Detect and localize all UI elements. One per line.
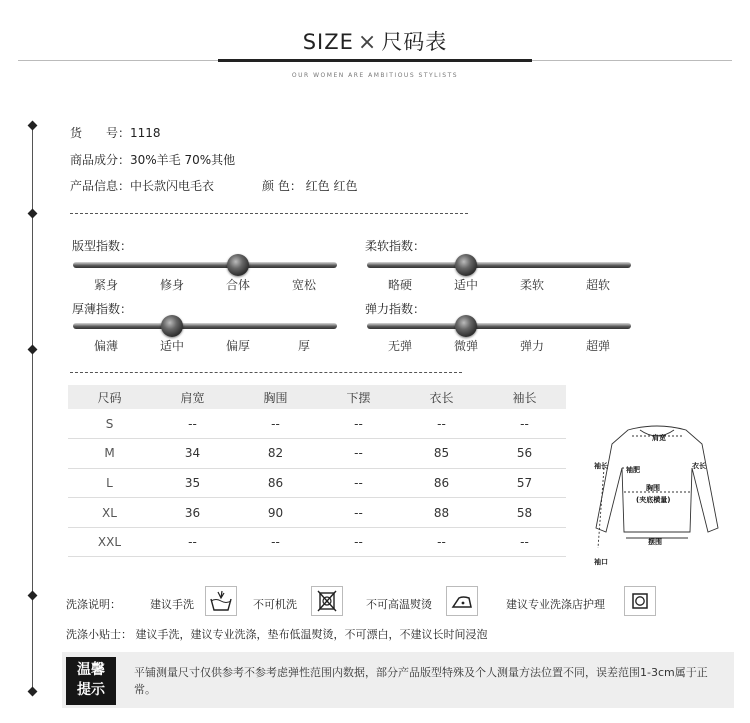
index-tick-label: 偏薄 [93, 339, 118, 353]
diagram-label-shoulder: 肩宽 [652, 434, 666, 442]
table-cell: XXL [68, 527, 151, 557]
dashed-divider [70, 372, 462, 373]
table-header: 肩宽 [151, 385, 234, 409]
index-tick-label: 宽松 [291, 278, 316, 292]
index-tick-label: 厚 [297, 339, 310, 353]
index-tick-label: 紧身 [93, 278, 118, 292]
title-x: × [357, 30, 378, 55]
diagram-label-length: 衣长 [692, 462, 706, 470]
diagram-label-cuff: 袖口 [594, 558, 608, 566]
table-cell: 86 [234, 468, 317, 498]
rail-diamond [28, 121, 38, 131]
table-cell: -- [317, 439, 400, 469]
table-header: 胸围 [234, 385, 317, 409]
index-label: 版型指数： [72, 239, 133, 253]
item-number: 货 号：1118 [70, 126, 161, 140]
diagram-label-sleeve: 袖长 [594, 462, 608, 470]
index-track [367, 323, 631, 329]
table-row [68, 439, 566, 469]
header-divider-accent [218, 59, 532, 62]
table-cell: -- [151, 409, 234, 439]
table-header: 尺码 [68, 385, 151, 409]
table-cell: 88 [400, 498, 483, 528]
table-cell: -- [483, 527, 566, 557]
index-tick-label: 超弹 [585, 339, 610, 353]
diagram-label-chest: 胸围 [646, 484, 660, 492]
index-track [73, 323, 337, 329]
index-label: 柔软指数： [365, 239, 426, 253]
care-text-hand-wash: 建议手洗 [150, 598, 194, 611]
title-cn: 尺码表 [381, 30, 448, 54]
hand-wash-icon [205, 586, 237, 616]
table-cell: 86 [400, 468, 483, 498]
warm-tip-badge-line2: 提示 [77, 682, 105, 698]
dry-clean-icon [624, 586, 656, 616]
table-cell: 34 [151, 439, 234, 469]
table-cell: -- [317, 527, 400, 557]
dashed-divider [70, 213, 468, 214]
table-cell: 36 [151, 498, 234, 528]
diagram-label-armhole: 袖肥 [626, 466, 640, 474]
table-cell: 82 [234, 439, 317, 469]
index-knob [161, 315, 183, 337]
table-cell: L [68, 468, 151, 498]
warm-tip-badge [66, 657, 116, 705]
index-tick-label: 合体 [225, 278, 250, 292]
table-cell: -- [151, 527, 234, 557]
index-tick-label: 弹力 [519, 339, 544, 353]
composition: 商品成分：30%羊毛 70%其他 [70, 153, 236, 167]
care-tips: 洗涤小贴士： 建议手洗，建议专业洗涤，垫布低温熨烫，不可漂白，不建议长时间浸泡 [66, 628, 488, 641]
size-table [68, 385, 566, 557]
slogan: OUR WOMEN ARE AMBITIOUS STYLISTS [291, 72, 459, 79]
rail-diamond [28, 591, 38, 601]
table-row [68, 409, 566, 439]
measure-line [598, 468, 604, 548]
table-cell: -- [400, 409, 483, 439]
table-cell: 85 [400, 439, 483, 469]
warm-tip-text: 平铺测量尺寸仅供参考不参考虑弹性范围内数据，部分产品版型特殊及个人测量方法位置不同，误差范围1-3cm属于正常。 [134, 666, 708, 696]
table-cell: 35 [151, 468, 234, 498]
table-header: 下摆 [317, 385, 400, 409]
table-cell: S [68, 409, 151, 439]
table-row [68, 468, 566, 498]
index-track [73, 262, 337, 268]
table-cell: 58 [483, 498, 566, 528]
rail-diamond [28, 209, 38, 219]
table-cell: 90 [234, 498, 317, 528]
index-label: 弹力指数： [365, 302, 426, 316]
table-cell: XL [68, 498, 151, 528]
table-cell: -- [400, 527, 483, 557]
index-tick-label: 修身 [159, 278, 184, 292]
index-tick-label: 微弹 [453, 339, 478, 353]
index-tick-label: 无弹 [387, 339, 412, 353]
product-info: 产品信息：中长款闪电毛衣 [70, 179, 215, 193]
index-tick-label: 略硬 [387, 278, 412, 292]
table-cell: M [68, 439, 151, 469]
index-knob [227, 254, 249, 276]
page-title [0, 26, 750, 56]
table-cell: 57 [483, 468, 566, 498]
product-color: 颜 色： 红色 红色 [262, 179, 358, 193]
diagram-label-chest-note: (夹底横量) [636, 496, 671, 504]
diagram-label-hem: 摆围 [648, 538, 662, 546]
table-header: 袖长 [483, 385, 566, 409]
table-cell: -- [234, 527, 317, 557]
index-knob [455, 254, 477, 276]
index-tick-label: 适中 [453, 278, 478, 292]
index-label: 厚薄指数： [72, 302, 133, 316]
index-tick-label: 柔软 [519, 278, 544, 292]
table-cell: 56 [483, 439, 566, 469]
care-label: 洗涤说明： [66, 598, 121, 611]
index-tick-label: 适中 [159, 339, 184, 353]
no-machine-wash-icon [311, 586, 343, 616]
title-size: SIZE [302, 30, 354, 54]
warm-tip-badge-line1: 温馨 [77, 662, 105, 678]
table-cell: -- [317, 468, 400, 498]
care-text-no-machine: 不可机洗 [253, 598, 297, 611]
rail-diamond [28, 687, 38, 697]
garment-diagram [592, 420, 722, 570]
index-tick-label: 超软 [585, 278, 610, 292]
table-row [68, 498, 566, 528]
table-cell: -- [317, 409, 400, 439]
rail-diamond [28, 345, 38, 355]
care-text-dry-clean: 建议专业洗涤店护理 [506, 598, 605, 611]
index-track [367, 262, 631, 268]
index-knob [455, 315, 477, 337]
table-cell: -- [234, 409, 317, 439]
table-header-row [68, 385, 566, 409]
low-iron-icon [446, 586, 478, 616]
table-header: 衣长 [400, 385, 483, 409]
table-row [68, 527, 566, 557]
index-tick-label: 偏厚 [225, 339, 250, 353]
table-cell: -- [317, 498, 400, 528]
care-text-low-iron: 不可高温熨烫 [366, 598, 432, 611]
table-cell: -- [483, 409, 566, 439]
